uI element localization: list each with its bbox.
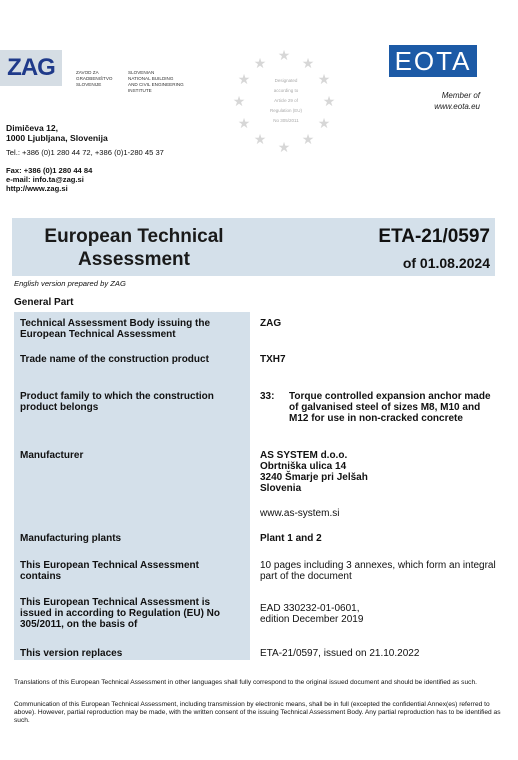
row-value-body: ZAG	[260, 318, 282, 329]
zag-logo: ZAG	[0, 50, 62, 86]
svg-text:★: ★	[277, 47, 291, 63]
email[interactable]: e-mail: info.ta@zag.si	[6, 175, 84, 184]
website-link[interactable]: http://www.zag.si	[6, 184, 68, 193]
seal-line: Designated	[274, 78, 298, 83]
row-value-replaces: ETA-21/0597, issued on 21.10.2022	[260, 648, 420, 659]
issued-basis-line: edition December 2019	[260, 614, 364, 625]
issued-basis-line: EAD 330232-01-0601,	[260, 603, 360, 614]
row-value-product-family: Torque controlled expansion anchor made of galvanised steel of sizes M8, M10 and M12 for use in non-cracked concrete	[289, 391, 491, 424]
row-label-plants: Manufacturing plants	[20, 533, 122, 544]
zag-name-line: NATIONAL BUILDING	[128, 76, 174, 81]
manufacturer-line: Obrtniška ulica 14	[260, 461, 347, 472]
svg-text:★: ★	[317, 115, 331, 131]
manufacturer-line: AS SYSTEM d.o.o.	[260, 450, 348, 461]
address	[6, 123, 108, 143]
svg-text:★: ★	[301, 55, 315, 71]
row-value-plants: Plant 1 and 2	[260, 533, 322, 544]
zag-name-line: GRADBENIŠTVO	[76, 76, 113, 81]
address-line: Dimičeva 12,	[6, 123, 59, 133]
row-label-contains: This European Technical Assessment contains	[20, 560, 199, 582]
english-version-note: English version prepared by ZAG	[14, 279, 126, 288]
row-label-product-family: Product family to which the construction product belongs	[20, 391, 214, 413]
contact-block	[6, 166, 92, 193]
row-label-manufacturer: Manufacturer	[20, 450, 84, 461]
svg-text:★: ★	[301, 131, 315, 147]
manufacturer-line: Slovenia	[260, 483, 302, 494]
eota-url[interactable]: www.eota.eu	[434, 102, 480, 111]
zag-name-line: INSTITUTE	[128, 88, 152, 93]
fax: Fax: +386 (0)1 280 44 84	[6, 166, 93, 175]
eta-date: of 01.08.2024	[402, 255, 490, 271]
row-value-manufacturer	[260, 450, 496, 494]
row-label-replaces: This version replaces	[20, 648, 123, 659]
eota-logo-text: EOTA	[394, 46, 472, 76]
row-label-body: Technical Assessment Body issuing the European Technical Assessment	[20, 318, 211, 340]
row-value-trade-name: TXH7	[260, 354, 286, 365]
telephone: Tel.: +386 (0)1 280 44 72, +386 (0)1-280 45 37	[6, 148, 164, 157]
svg-text:★: ★	[253, 55, 267, 71]
svg-text:★: ★	[237, 71, 251, 87]
seal-line: according to	[273, 88, 299, 93]
manufacturer-line: 3240 Šmarje pri Jelšah	[260, 472, 368, 483]
svg-text:★: ★	[237, 115, 251, 131]
eta-number: ETA-21/0597	[378, 226, 490, 247]
title-line: European Technical	[44, 226, 224, 247]
zag-name-line: SLOVENIAN	[128, 70, 155, 75]
row-value-contains: 10 pages including 3 annexes, which form an integral part of the document	[260, 560, 496, 582]
seal-line: No 305/2011	[273, 118, 299, 123]
eota-logo	[389, 45, 477, 77]
svg-text:★: ★	[232, 93, 246, 109]
manufacturer-website[interactable]: www.as-system.si	[260, 508, 340, 519]
document-title	[14, 225, 254, 271]
member-of	[404, 90, 480, 112]
zag-name-line: ZAVOD ZA	[76, 70, 99, 75]
svg-text:★: ★	[277, 139, 291, 155]
zag-name-slovene	[76, 70, 113, 88]
zag-name-english	[128, 70, 184, 94]
section-heading: General Part	[14, 297, 74, 308]
row-value-family-code: 33:	[260, 391, 275, 402]
svg-text:★: ★	[322, 93, 336, 109]
zag-name-line: AND CIVIL ENGINEERING	[128, 82, 184, 87]
footer-translations: Translations of this European Technical Assessment in other languages shall fully correspond to the original issued document and should be identified as such.	[14, 679, 477, 686]
seal-line: Regulation (EU)	[269, 108, 302, 113]
seal-line: Article 29 of	[274, 98, 298, 103]
address-line: 1000 Ljubljana, Slovenija	[6, 133, 108, 143]
zag-name-line: SLOVENIJE	[76, 82, 102, 87]
title-line: Assessment	[78, 249, 190, 270]
row-label-trade-name: Trade name of the construction product	[20, 354, 209, 365]
svg-text:★: ★	[253, 131, 267, 147]
member-of-label: Member of	[441, 91, 480, 100]
seal-text	[256, 76, 316, 126]
row-value-issued-basis	[260, 603, 496, 625]
svg-text:★: ★	[317, 71, 331, 87]
footer-communication: Communication of this European Technical Assessment, including transmission by electronic means, shall be in full (excepted the confidential Annex(es) referred to above). However, partial reproduction may be made, with the written consent of the issuing Technical Assessment Body. Any partial reproduction has to be identified as such.	[14, 701, 501, 724]
row-label-issued-basis: This European Technical Assessment is issued in according to Regulation (EU) No 305/2011, on the basis of	[20, 597, 221, 630]
